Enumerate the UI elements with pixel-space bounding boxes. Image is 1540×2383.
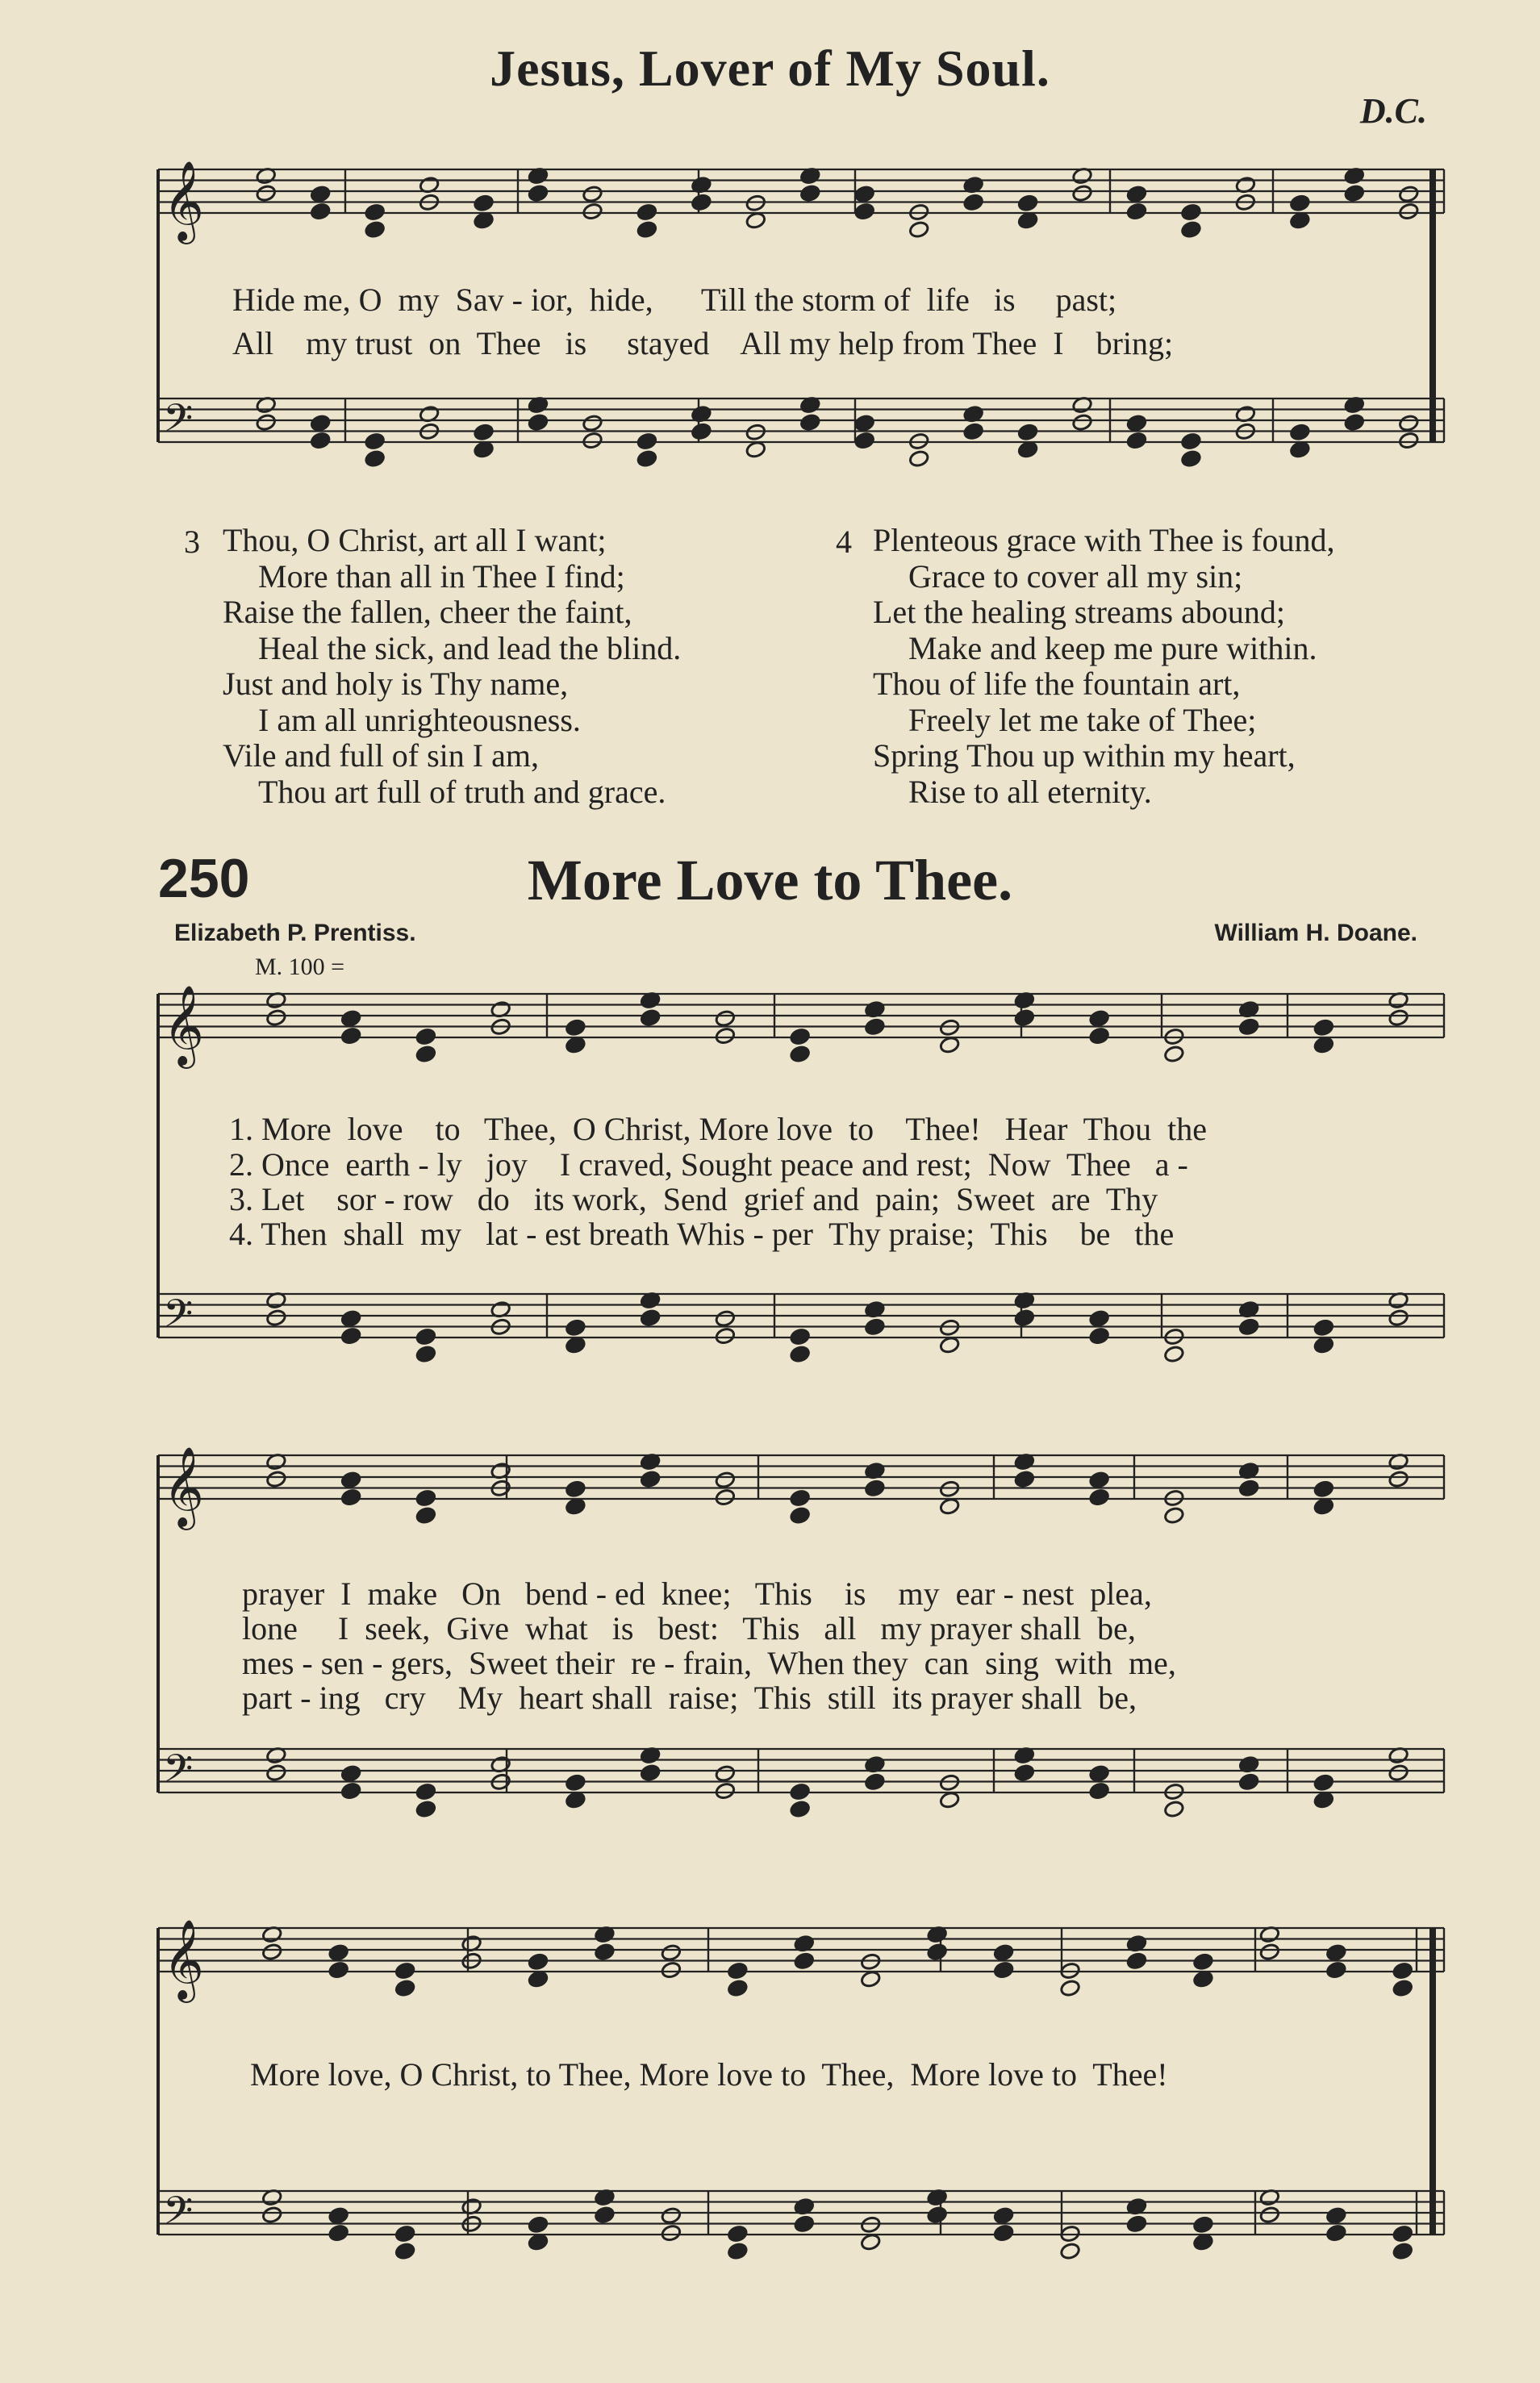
note-head	[715, 1471, 736, 1489]
note-head	[265, 1763, 286, 1782]
verse-3-line: Raise the fallen, cheer the faint,	[223, 594, 632, 630]
note-head	[715, 1782, 736, 1801]
note-head	[582, 202, 603, 221]
note-head	[1392, 1962, 1413, 1980]
note-head	[790, 1045, 811, 1063]
note-head	[939, 1479, 960, 1498]
note-head	[1238, 1773, 1259, 1792]
clef-icon: 𝄢	[163, 1746, 194, 1801]
note-head	[340, 1488, 361, 1507]
note-head	[1163, 1800, 1184, 1818]
note-head	[528, 1952, 549, 1971]
note-head	[340, 1782, 361, 1801]
note-head	[594, 2206, 615, 2224]
note-head	[661, 2206, 682, 2225]
note-head	[1089, 1471, 1110, 1489]
verse-3	[223, 523, 681, 810]
lyric-line-s1-3: 3. Let sor - row do its work, Send grief and pain; Sweet are Thy	[229, 1181, 1158, 1217]
note-head	[1014, 1008, 1035, 1027]
note-head	[640, 1008, 661, 1027]
note-head	[528, 2215, 549, 2234]
note-head	[864, 1479, 885, 1498]
note-head	[310, 185, 331, 203]
note-head	[1238, 1479, 1259, 1498]
note-head	[1126, 202, 1147, 221]
note-head	[854, 414, 875, 432]
note-head	[636, 432, 657, 451]
note-head	[415, 1506, 436, 1525]
verse-4-line: Freely let me take of Thee;	[908, 701, 1257, 738]
note-head	[963, 194, 984, 212]
note-head	[691, 194, 712, 212]
note-head	[1014, 1470, 1035, 1488]
note-head	[1180, 220, 1201, 239]
note-head	[1388, 1308, 1409, 1327]
note-head	[691, 423, 712, 441]
note-head	[963, 423, 984, 441]
note-head	[790, 1783, 811, 1801]
note-head	[1398, 414, 1419, 432]
note-head	[1344, 184, 1365, 202]
note-head	[1089, 1027, 1110, 1045]
note-head	[715, 1327, 736, 1346]
note-head	[1344, 413, 1365, 432]
note-head	[636, 449, 657, 468]
lyric-line-s1-4: 4. Then shall my lat - est breath Whis - per Thy praise; This be the	[229, 1216, 1175, 1252]
note-head	[745, 440, 766, 459]
note-head	[854, 202, 875, 221]
tempo-mark: M. 100 =	[255, 954, 345, 980]
note-head	[565, 1791, 586, 1809]
note-head	[261, 2206, 282, 2224]
note-head	[993, 2206, 1014, 2225]
note-head	[864, 1018, 885, 1037]
note-head	[799, 184, 820, 202]
note-head	[265, 1308, 286, 1327]
note-head	[328, 2206, 349, 2225]
note-head	[715, 1488, 736, 1507]
note-head	[473, 423, 494, 441]
note-head	[1192, 2215, 1213, 2234]
note-head	[415, 1800, 436, 1818]
note-head	[1313, 1497, 1334, 1516]
note-head	[745, 211, 766, 230]
lyric-line-s1-2: 2. Once earth - ly joy I craved, Sought peace and rest; Now Thee a -	[229, 1146, 1188, 1183]
note-head	[993, 1961, 1014, 1980]
verse-3-line: I am all unrighteousness.	[258, 701, 581, 738]
note-head	[745, 194, 766, 212]
dc-mark: D.C.	[1359, 91, 1427, 131]
note-head	[1126, 414, 1147, 432]
note-head	[1313, 1018, 1334, 1037]
note-head	[661, 1943, 682, 1962]
note-head	[1089, 1782, 1110, 1801]
note-head	[340, 1327, 361, 1346]
clef-icon: 𝄢	[163, 2188, 194, 2243]
note-head	[661, 2224, 682, 2243]
verse-number-3: 3	[184, 524, 200, 560]
note-head	[340, 1764, 361, 1783]
verse-4-line: Make and keep me pure within.	[908, 629, 1317, 666]
note-head	[1392, 1979, 1413, 1997]
clef-icon: 𝄞	[163, 161, 204, 241]
note-head	[473, 440, 494, 459]
note-head	[565, 1497, 586, 1516]
note-head	[1325, 2224, 1346, 2243]
note-head	[864, 1773, 885, 1792]
verse-4-line: Let the healing streams abound;	[873, 594, 1285, 630]
verse-3-line: Heal the sick, and lead the blind.	[258, 629, 682, 666]
note-head	[636, 203, 657, 222]
note-head	[993, 1943, 1014, 1962]
note-head	[340, 1027, 361, 1045]
verse-3-line: More than all in Thee I find;	[258, 557, 625, 595]
note-head	[1289, 423, 1310, 441]
note-head	[1089, 1327, 1110, 1346]
verse-3-line: Vile and full of sin I am,	[223, 737, 539, 774]
note-head	[1388, 1008, 1409, 1027]
clef-icon: 𝄞	[163, 1446, 204, 1527]
note-head	[908, 220, 929, 239]
note-head	[310, 432, 331, 450]
note-head	[1017, 211, 1038, 230]
note-head	[473, 211, 494, 230]
note-head	[939, 1018, 960, 1037]
clef-icon: 𝄢	[163, 395, 194, 450]
note-head	[1313, 1791, 1334, 1809]
note-head	[394, 2225, 415, 2243]
note-head	[1089, 1488, 1110, 1507]
note-head	[365, 449, 386, 468]
note-head	[1313, 1773, 1334, 1792]
note-head	[1388, 1470, 1409, 1488]
note-head	[727, 1979, 748, 1997]
note-head	[1398, 185, 1419, 203]
note-head	[860, 1952, 881, 1971]
lyric-line-top-1: Hide me, O my Sav - ior, hide, Till the storm of life is past;	[232, 282, 1117, 318]
note-head	[640, 1470, 661, 1488]
note-head	[860, 1970, 881, 1989]
note-head	[1059, 2242, 1080, 2260]
note-head	[661, 1961, 682, 1980]
music-credit: William H. Doane.	[1214, 920, 1417, 946]
note-head	[565, 1318, 586, 1337]
note-head	[715, 1764, 736, 1783]
note-head	[790, 1328, 811, 1346]
note-head	[939, 1336, 960, 1354]
note-head	[790, 1028, 811, 1046]
note-head	[939, 1036, 960, 1054]
note-head	[1089, 1009, 1110, 1028]
note-head	[328, 1943, 349, 1962]
note-head	[1313, 1036, 1334, 1054]
lyric-line-top-2: All my trust on Thee is stayed All my help from Thee I bring;	[232, 325, 1174, 361]
note-head	[310, 414, 331, 432]
note-head	[727, 2225, 748, 2243]
note-head	[340, 1009, 361, 1028]
note-head	[1017, 194, 1038, 212]
note-head	[939, 1791, 960, 1809]
note-head	[565, 1479, 586, 1498]
note-head	[340, 1309, 361, 1328]
note-head	[415, 1783, 436, 1801]
note-head	[1398, 202, 1419, 221]
clef-icon: 𝄞	[163, 1919, 204, 2000]
note-head	[1392, 2242, 1413, 2260]
note-head	[1059, 1979, 1080, 1997]
note-head	[256, 184, 277, 202]
note-head	[1238, 1018, 1259, 1037]
note-head	[939, 1318, 960, 1337]
note-head	[1163, 1506, 1184, 1525]
note-head	[1089, 1309, 1110, 1328]
note-head	[415, 1489, 436, 1508]
lyric-line-s2-2: lone I seek, Give what is best: This all my prayer shall be,	[242, 1610, 1136, 1646]
verse-3-line: Thou, O Christ, art all I want;	[223, 522, 607, 558]
note-head	[1313, 1479, 1334, 1498]
note-head	[790, 1345, 811, 1363]
note-head	[939, 1497, 960, 1516]
note-head	[310, 202, 331, 221]
note-head	[727, 2242, 748, 2260]
note-head	[860, 2233, 881, 2252]
note-head	[860, 2215, 881, 2234]
note-head	[473, 194, 494, 212]
note-head	[565, 1018, 586, 1037]
note-head	[594, 1943, 615, 1961]
note-head	[528, 184, 549, 202]
note-head	[1163, 1045, 1184, 1063]
note-head	[1313, 1336, 1334, 1354]
note-head	[636, 220, 657, 239]
note-head	[1014, 1308, 1035, 1327]
note-head	[1180, 203, 1201, 222]
note-head	[1398, 432, 1419, 450]
note-head	[727, 1962, 748, 1980]
lyric-line-refrain: More love, O Christ, to Thee, More love to Thee, More love to Thee!	[250, 2056, 1168, 2093]
note-head	[265, 1008, 286, 1027]
clef-icon: 𝄞	[163, 985, 204, 1066]
hymn-title-main: More Love to Thee.	[527, 848, 1013, 912]
note-head	[1163, 1345, 1184, 1363]
note-head	[328, 1961, 349, 1980]
note-head	[1325, 2206, 1346, 2225]
note-head	[582, 414, 603, 432]
hymn-title-top: Jesus, Lover of My Soul.	[490, 40, 1050, 97]
note-head	[261, 1943, 282, 1961]
note-head	[1325, 1943, 1346, 1962]
verse-4-line: Rise to all eternity.	[908, 773, 1152, 810]
note-head	[790, 1800, 811, 1818]
verse-4-line: Spring Thou up within my heart,	[873, 737, 1296, 774]
note-head	[328, 2224, 349, 2243]
lyric-line-s1-1: 1. More love to Thee, O Christ, More love to Thee! Hear Thou the	[229, 1111, 1207, 1147]
verse-3-line: Just and holy is Thy name,	[223, 666, 569, 702]
note-head	[394, 2242, 415, 2260]
note-head	[1289, 211, 1310, 230]
clef-icon: 𝄢	[163, 1291, 194, 1346]
note-head	[265, 1470, 286, 1488]
verse-4-line: Grace to cover all my sin;	[908, 557, 1243, 595]
note-head	[528, 413, 549, 432]
note-head	[1126, 1952, 1147, 1971]
note-head	[1192, 1952, 1213, 1971]
note-head	[415, 1045, 436, 1063]
note-head	[565, 1336, 586, 1354]
note-head	[340, 1471, 361, 1489]
note-head	[790, 1489, 811, 1508]
note-head	[1259, 1943, 1280, 1961]
note-head	[582, 185, 603, 203]
note-head	[745, 423, 766, 441]
note-head	[864, 1318, 885, 1337]
note-head	[565, 1773, 586, 1792]
note-head	[715, 1309, 736, 1328]
note-head	[927, 2206, 948, 2224]
hymn-number: 250	[158, 848, 250, 909]
note-head	[794, 2215, 815, 2234]
note-head	[1089, 1764, 1110, 1783]
note-head	[854, 185, 875, 203]
verse-4	[873, 523, 1334, 810]
note-head	[565, 1036, 586, 1054]
note-head	[394, 1962, 415, 1980]
note-head	[1180, 432, 1201, 451]
note-head	[528, 2233, 549, 2252]
note-head	[715, 1009, 736, 1028]
verse-number-4: 4	[836, 524, 852, 560]
lyric-line-s2-4: part - ing cry My heart shall raise; This still its prayer shall be,	[242, 1680, 1137, 1716]
note-head	[640, 1763, 661, 1782]
note-head	[1238, 1318, 1259, 1337]
note-head	[1392, 2225, 1413, 2243]
note-head	[640, 1308, 661, 1327]
note-head	[394, 1979, 415, 1997]
note-head	[1313, 1318, 1334, 1337]
note-head	[1289, 194, 1310, 212]
note-head	[1192, 1970, 1213, 1989]
verse-4-line: Plenteous grace with Thee is found,	[873, 522, 1335, 558]
note-head	[1388, 1763, 1409, 1782]
note-head	[790, 1506, 811, 1525]
note-head	[365, 220, 386, 239]
note-head	[939, 1773, 960, 1792]
note-head	[993, 2224, 1014, 2243]
note-head	[415, 1328, 436, 1346]
note-head	[1017, 440, 1038, 459]
note-head	[1017, 423, 1038, 441]
note-head	[365, 203, 386, 222]
note-head	[415, 1345, 436, 1363]
note-head	[1325, 1961, 1346, 1980]
note-head	[715, 1027, 736, 1045]
note-head	[927, 1943, 948, 1961]
note-head	[1289, 440, 1310, 459]
note-head	[365, 432, 386, 451]
note-head	[1126, 185, 1147, 203]
lyric-line-s2-1: prayer I make On bend - ed knee; This is my ear - nest plea,	[242, 1575, 1152, 1612]
note-head	[794, 1952, 815, 1971]
verse-4-line: Thou of life the fountain art,	[873, 666, 1241, 702]
note-head	[1192, 2233, 1213, 2252]
note-head	[854, 432, 875, 450]
verse-3-line: Thou art full of truth and grace.	[258, 773, 666, 810]
note-head	[1014, 1763, 1035, 1782]
note-head	[1071, 413, 1092, 432]
note-head	[1180, 449, 1201, 468]
note-head	[1126, 432, 1147, 450]
note-head	[528, 1970, 549, 1989]
note-head	[415, 1028, 436, 1046]
note-head	[1259, 2206, 1280, 2224]
note-head	[582, 432, 603, 450]
note-head	[256, 413, 277, 432]
note-head	[1071, 184, 1092, 202]
note-head	[908, 449, 929, 468]
words-credit: Elizabeth P. Prentiss.	[174, 920, 416, 946]
note-head	[799, 413, 820, 432]
lyric-line-s2-3: mes - sen - gers, Sweet their re - frain, When they can sing with me,	[242, 1645, 1176, 1681]
note-head	[1126, 2215, 1147, 2234]
